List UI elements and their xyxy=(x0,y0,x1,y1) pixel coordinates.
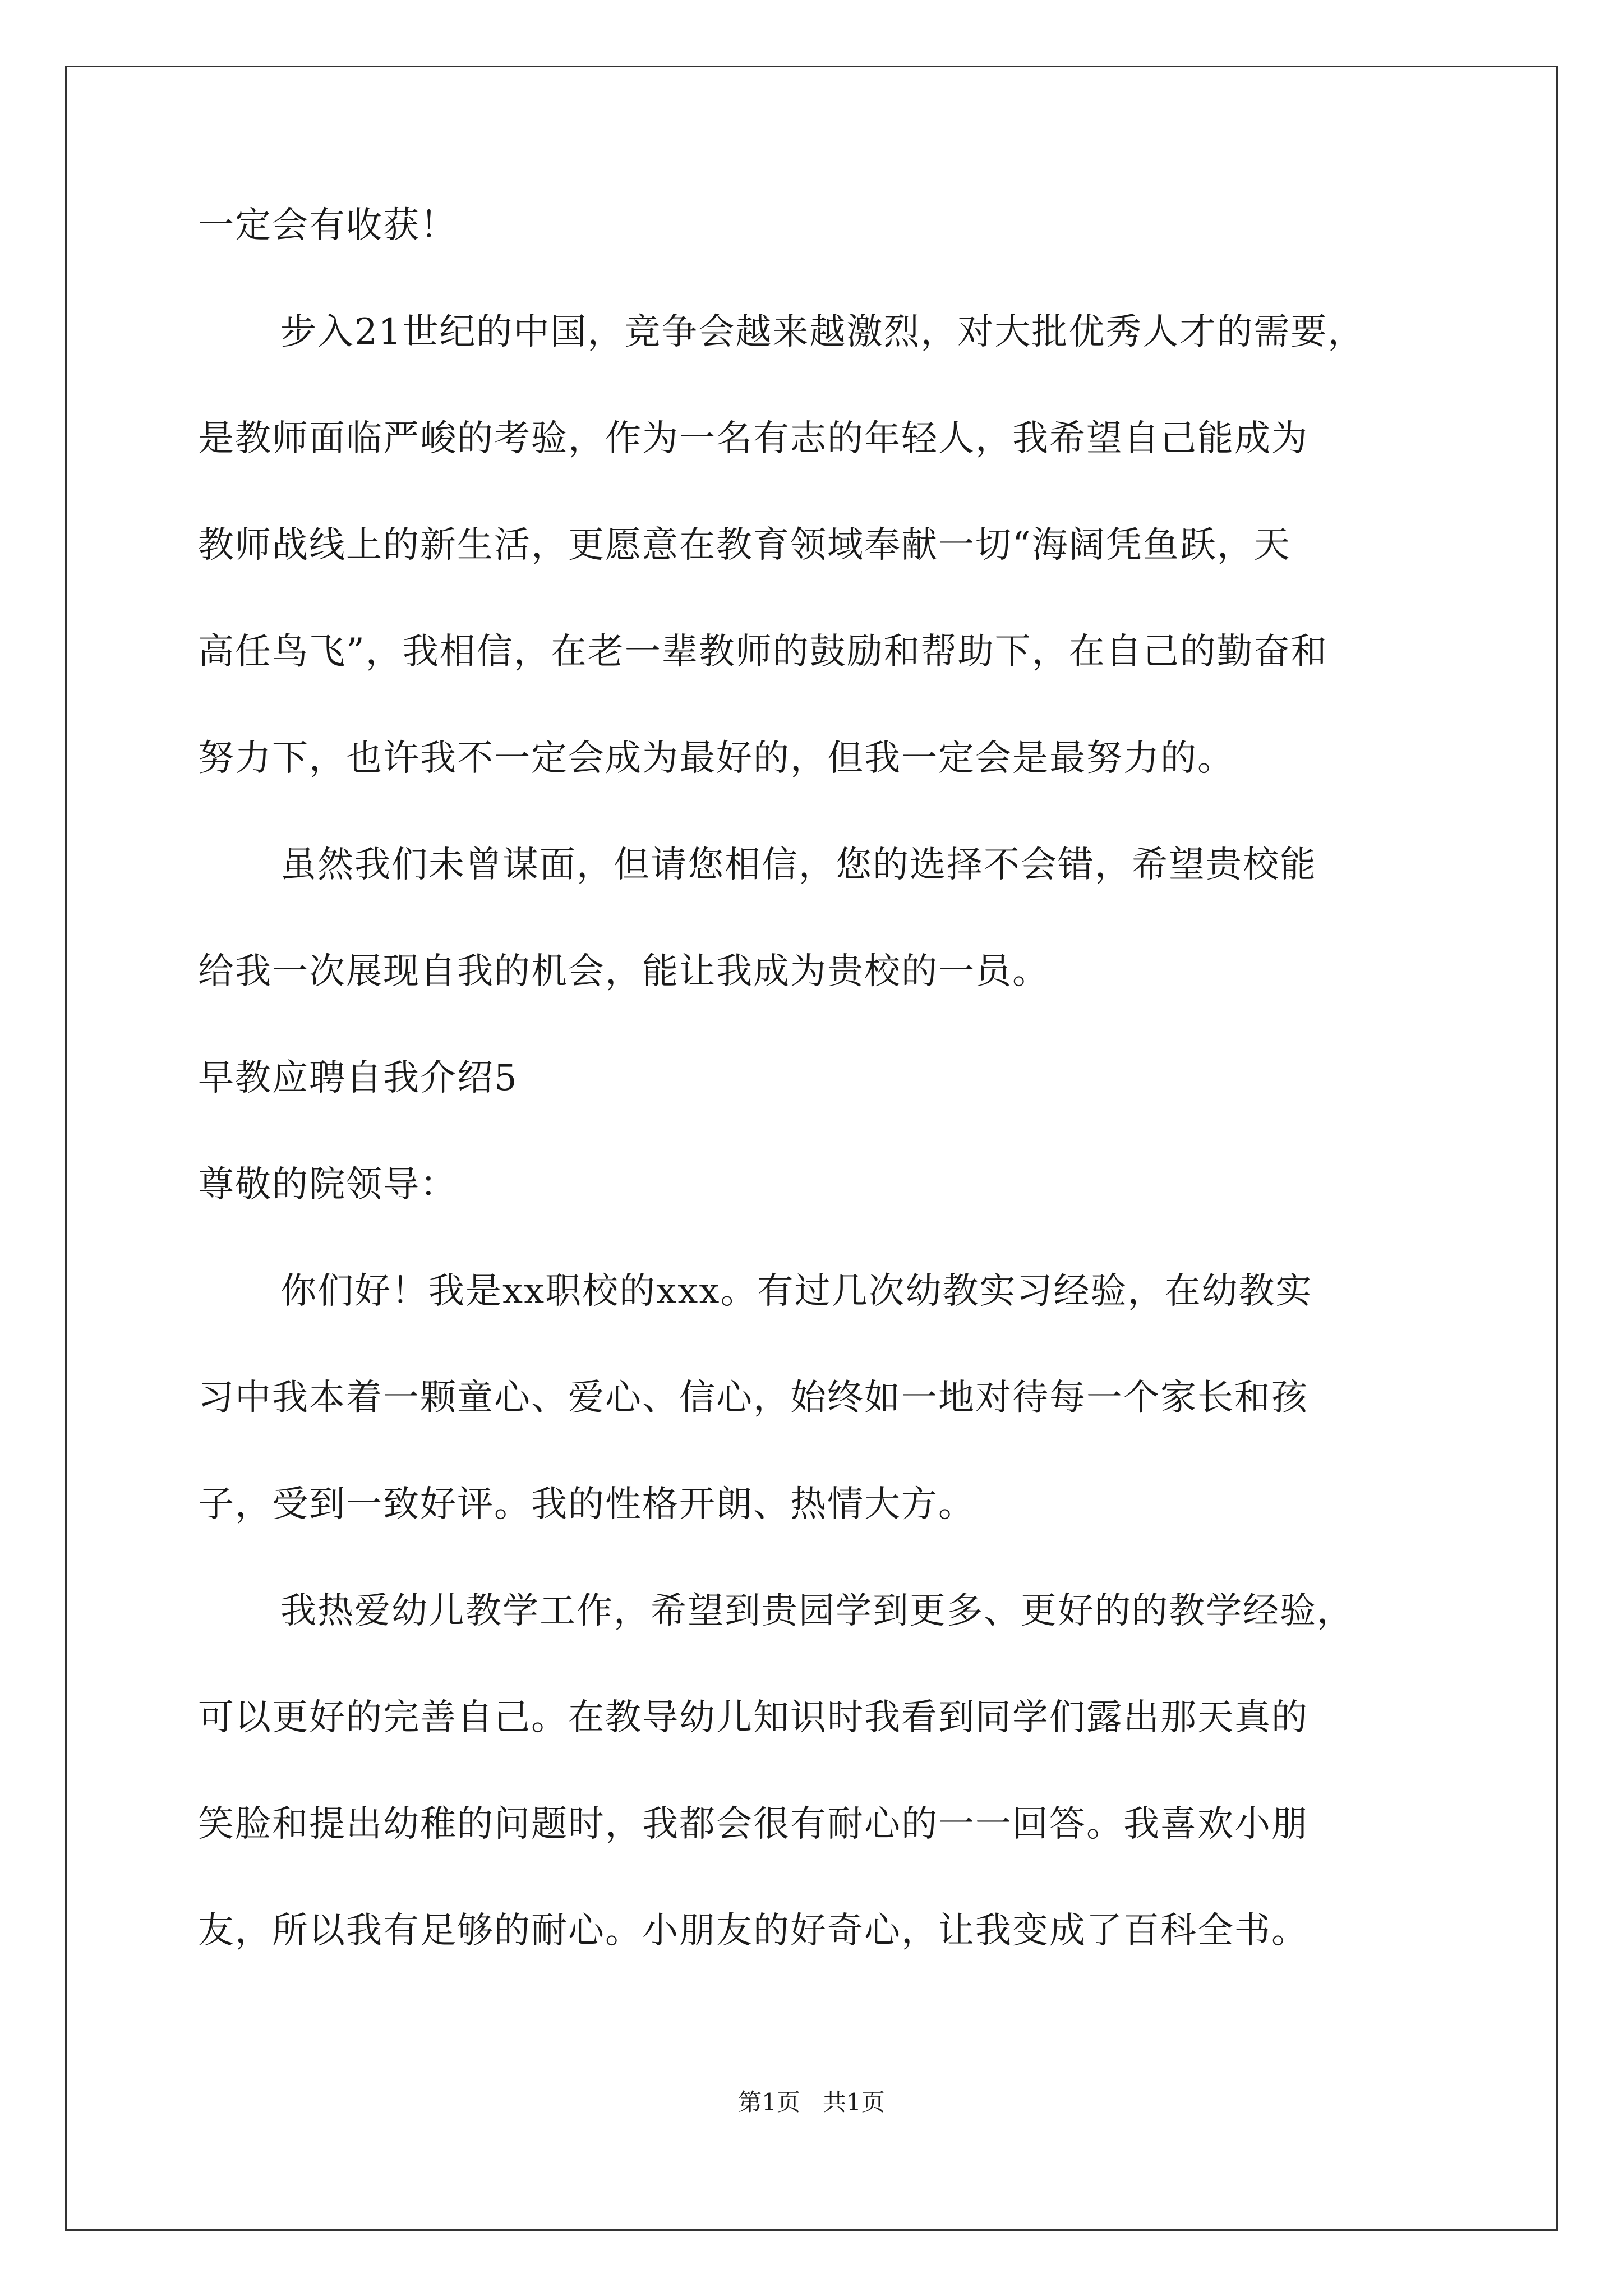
text-line: 高任鸟飞”，我相信，在老一辈教师的鼓励和帮助下，在自己的勤奋和 xyxy=(198,631,1328,673)
text-line: 是教师面临严峻的考验，作为一名有志的年轻人，我希望自己能成为 xyxy=(198,418,1308,459)
text-line: 虽然我们未曾谋面，但请您相信，您的选择不会错，希望贵校能 xyxy=(280,844,1317,886)
page-border xyxy=(65,66,1558,2231)
text-line: 步入21世纪的中国，竞争会越来越激烈，对大批优秀人才的需要， xyxy=(280,311,1365,353)
text-line: 努力下，也许我不一定会成为最好的，但我一定会是最努力的。 xyxy=(198,738,1234,779)
text-line: 教师战线上的新生活，更愿意在教育领域奉献一切“海阔凭鱼跃，天 xyxy=(198,524,1291,566)
text-line: 笑脸和提出幼稚的问题时，我都会很有耐心的一一回答。我喜欢小朋 xyxy=(198,1803,1308,1845)
salutation: 尊敬的院领导： xyxy=(198,1164,457,1205)
text-line: 给我一次展现自我的机会，能让我成为贵校的一员。 xyxy=(198,951,1049,992)
page-number-footer: 第1页 共1页 xyxy=(738,2088,885,2116)
text-line: 我热爱幼儿教学工作，希望到贵园学到更多、更好的的教学经验， xyxy=(280,1590,1354,1632)
text-line: 子，受到一致好评。我的性格开朗、热情大方。 xyxy=(198,1484,975,1525)
text-line: 一定会有收获！ xyxy=(198,205,457,246)
text-line: 可以更好的完善自己。在教导幼儿知识时我看到同学们露出那天真的 xyxy=(198,1697,1308,1738)
text-line: 友，所以我有足够的耐心。小朋友的好奇心，让我变成了百科全书。 xyxy=(198,1910,1308,1952)
section-heading: 早教应聘自我介绍5 xyxy=(198,1057,518,1099)
text-line: 习中我本着一颗童心、爱心、信心，始终如一地对待每一个家长和孩 xyxy=(198,1377,1308,1419)
text-line: 你们好！我是xx职校的xxx。有过几次幼教实习经验，在幼教实 xyxy=(280,1271,1313,1312)
